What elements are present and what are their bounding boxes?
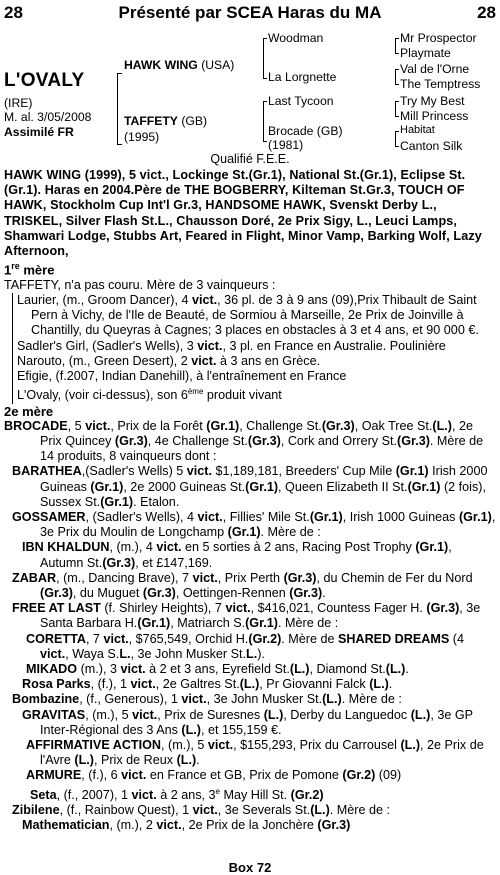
produce-efigie: Efigie, (f.2007, Indian Danehill), à l'entraînement en France — [17, 368, 347, 383]
first-dam-heading: 1re mère — [4, 261, 55, 278]
horse-name: L'OVALY — [4, 70, 85, 91]
produce-zabar: ZABAR, (m., Dancing Brave), 7 vict., Prix Perth (Gr.3), du Chemin de Fer du Nord (Gr.3), du Muguet (Gr.3), Oettingen-Rennen (Gr.3). — [12, 570, 473, 600]
ped-ddd: Canton Silk — [400, 139, 463, 153]
ped-dss: Try My Best — [400, 94, 465, 108]
sire-sire: Woodman — [268, 31, 324, 45]
produce-armure: ARMURE, (f.), 6 vict. en France et GB, Prix de Pomone (Gr.2) (09) — [26, 768, 402, 783]
produce-gravitas: GRAVITAS, (m.), 5 vict., Prix de Suresnes (L.), Derby du Languedoc (L.), 3e GP Inter-Régional des 3 Ans (L.), et 155,159 €. — [22, 707, 473, 737]
produce-mathematician: Mathematician, (m.), 2 vict., 2e Prix de la Jonchère (Gr.3) — [22, 818, 351, 833]
horse-sex-dob: M. al. 3/05/2008 — [4, 110, 92, 124]
lot-number-right: 28 — [477, 3, 496, 22]
dam-sire: Last Tycoon — [268, 94, 334, 108]
produce-coretta: CORETTA, 7 vict., $765,549, Orchid H.(Gr.2). Mère de SHARED DREAMS (4 vict., Waya S.L., 3e John Musker St.L.). — [26, 631, 464, 661]
produce-seta: Seta, (f., 2007), 1 vict. à 2 ans, 3e May Hill St. (Gr.2) — [30, 786, 324, 802]
first-dam-produce — [12, 293, 496, 404]
ped-dds: Habitat — [400, 124, 435, 136]
dam-dam-year: (1981) — [268, 138, 304, 152]
produce-narouto: Narouto, (m., Green Desert), 2 vict. à 3 ans en Grèce. — [17, 353, 321, 368]
ped-ssd: Playmate — [400, 46, 451, 60]
produce-ibn-khaldun: IBN KHALDUN, (m.), 4 vict. en 5 sorties à 2 ans, Racing Post Trophy (Gr.1), Autumn St.(Gr.3), et £147,169. — [22, 540, 452, 570]
first-dam-summary: TAFFETY, n'a pas couru. Mère de 3 vainqueurs : — [4, 277, 276, 292]
produce-sadlers-girl: Sadler's Girl, (Sadler's Wells), 3 vict., 3 pl. en France en Australie. Poulinière — [17, 338, 446, 353]
produce-bombazine: Bombazine, (f., Generous), 1 vict., 3e John Musker St.(L.). Mère de : — [12, 692, 402, 707]
produce-affirmative-action: AFFIRMATIVE ACTION, (m.), 5 vict., $155,293, Prix du Carrousel (L.), 2e Prix de l'Avre (L.), Prix de Reux (L.). — [26, 738, 484, 768]
produce-free-at-last: FREE AT LAST (f. Shirley Heights), 7 vict., $416,021, Countess Fager H. (Gr.3), 3e Santa Barbara H.(Gr.1), Matriarch S.(Gr.1). Mère de : — [12, 601, 481, 631]
page-header — [4, 3, 496, 25]
page-title: Présenté par SCEA Haras du MA — [118, 3, 382, 22]
produce-lovaly: L'Ovaly, (voir ci-dessus), son 6ème produit vivant — [17, 387, 282, 403]
produce-mikado: MIKADO (m.), 3 vict. à 2 et 3 ans, Eyrefield St.(L.), Diamond St.(L.). — [26, 662, 409, 677]
produce-barathea: BARATHEA,(Sadler's Wells) 5 vict. $1,189,181, Breeders' Cup Mile (Gr.1) Irish 2000 Guineas (Gr.1), 2e 2000 Guineas St.(Gr.1), Queen Elizabeth II St.(Gr.1) (2 fois), Sussex St.(Gr.1). Etalon. — [12, 464, 488, 509]
ped-sdd: The Temptress — [400, 77, 481, 91]
catalogue-body — [4, 168, 496, 833]
second-dam-heading: 2e mère — [4, 403, 54, 419]
dam-year: (1995) — [124, 130, 160, 144]
horse-origin: (IRE) — [4, 96, 33, 110]
produce-zibilene: Zibilene, (f., Rainbow Quest), 1 vict., 3e Severals St.(L.). Mère de : — [12, 803, 390, 818]
ped-sds: Val de l'Orne — [400, 62, 470, 76]
box-number: Box 72 — [228, 860, 272, 875]
lot-number-left: 28 — [4, 3, 23, 22]
qualification: Qualifié F.E.E. — [210, 152, 290, 166]
horse-assimile: Assimilé FR — [4, 125, 74, 139]
dam-dam: Brocade (GB) — [268, 124, 343, 138]
dam-brocade: BROCADE, 5 vict., Prix de la Forêt (Gr.1), Challenge St.(Gr.3), Oak Tree St.(L.), 2e Prix Quincey (Gr.3), 4e Challenge St.(Gr.3), Cork and Orrery St.(Gr.3). Mère de 14 produits, 8 vainqueurs dont : — [4, 418, 484, 464]
sire: HAWK WING (USA) — [124, 58, 235, 72]
dam: TAFFETY (GB) — [124, 114, 208, 128]
produce-laurier: Laurier, (m., Groom Dancer), 4 vict., 36 pl. de 3 à 9 ans (09),Prix Thibault de Saint Pern à Vichy, de l'Ile de Beauté, de Sormiou à Marseille, 2e Prix de Joinville à Chantilly, du Queyras à Cagnes; 3 places en obstacles à 3 et 4 ans, et 90 000 €. — [17, 292, 479, 338]
produce-gossamer: GOSSAMER, (Sadler's Wells), 4 vict., Fillies' Mile St.(Gr.1), Irish 1000 Guineas (Gr.1), 3e Prix du Moulin de Longchamp (Gr.1). Mère de : — [12, 509, 496, 540]
ped-sss: Mr Prospector — [400, 31, 477, 45]
ped-dsd: Mill Princess — [400, 109, 469, 123]
produce-rosa-parks: Rosa Parks, (f.), 1 vict., 2e Galtres St.(L.), Pr Giovanni Falck (L.). — [22, 677, 393, 692]
sire-dam: La Lorgnette — [268, 70, 337, 84]
sire-summary: HAWK WING (1999), 5 vict., Lockinge St.(Gr.1), National St.(Gr.1), Eclipse St.(Gr.1). Haras en 2004.Père de THE BOGBERRY, Kilteman St.Gr.3, TOUCH OF HAWK, Stockholm Cup Int'l Gr.3, HANDSOME HAWK, Svenskt Derby L., TRISKEL, Silver Flash St.L., Chausson Doré, 2e Prix Sigy, L., Leuci Lamps, Shamwari Lodge, Stubbs Art, Feared in Flight, Minor Vamp, Barking Wolf, Lazy Afternoon, — [4, 168, 482, 259]
